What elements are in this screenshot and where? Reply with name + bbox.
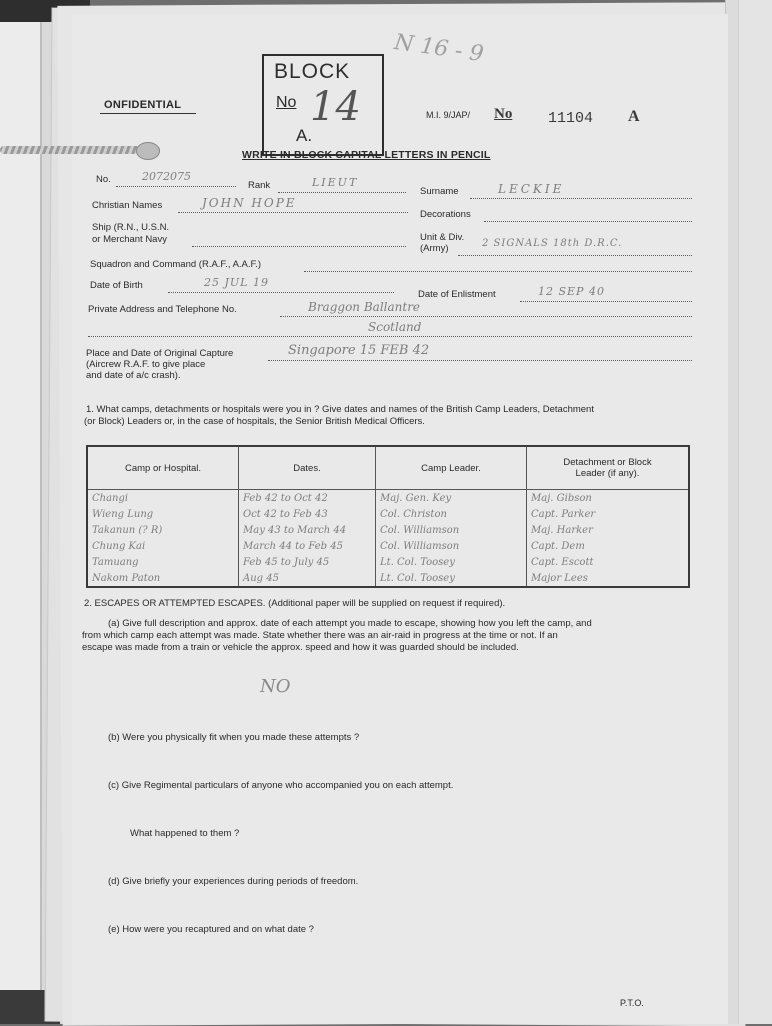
rank-label: Rank [248, 180, 271, 191]
address-value-2: Scotland [368, 320, 422, 334]
leader-cell: Lt. Col. Toosey [376, 570, 527, 587]
q2a-text-3: escape was made from a train or vehicle the approx. speed and how it was guarded should be included. [82, 642, 519, 653]
address-value-1: Braggon Ballantre [308, 300, 421, 314]
dates-cell: Aug 45 [239, 570, 376, 587]
detachment-cell: Major Lees [527, 570, 690, 587]
unit-label-2: (Army) [420, 243, 449, 254]
enlistment-line [520, 301, 692, 302]
detachment-cell: Capt. Dem [527, 538, 690, 554]
paper-stack-right-edge [738, 0, 772, 1024]
ship-label-1: Ship (R.N., U.S.N. [92, 222, 170, 233]
unit-line [458, 255, 692, 256]
serial-suffix: A [628, 108, 640, 125]
dob-value: 25 JUL 19 [204, 276, 269, 289]
table-row [87, 570, 689, 587]
leader-cell: Col. Williamson [376, 522, 527, 538]
dates-cell: Feb 42 to Oct 42 [239, 490, 376, 507]
enlistment-value: 12 SEP 40 [538, 285, 605, 298]
table-row [87, 538, 689, 554]
ship-label-2: or Merchant Navy [92, 234, 167, 245]
detachment-cell: Maj. Gibson [527, 490, 690, 507]
surname-line [470, 198, 692, 199]
capture-label-1: Place and Date of Original Capture [86, 348, 234, 359]
q2a-text-2: from which camp each attempt was made. State whether there was an air-raid in progress at the time or not. If an [82, 630, 558, 641]
liberation-questionnaire-form [72, 14, 728, 1024]
q2a-text-1: (a) Give full description and approx. date of each attempt you made to escape, showing how you left the camp, and [108, 618, 592, 629]
no-value: 2072075 [142, 170, 191, 183]
unit-label-1: Unit & Div. [420, 232, 465, 243]
corner-annotation: N 16 - 9 [392, 29, 485, 68]
christian-names-value: JOHN HOPE [202, 196, 297, 210]
surname-value: LECKIE [498, 182, 565, 196]
q2e-text: (e) How were you recaptured and on what date ? [108, 924, 314, 935]
block-stamp-letter: A. [296, 126, 313, 145]
capture-label-2: (Aircrew R.A.F. to give place [86, 359, 206, 370]
q1-text-2: (or Block) Leaders or, in the case of hospitals, the Senior British Medical Officers. [84, 416, 425, 427]
mi-reference: M.I. 9/JAP/ [426, 110, 471, 120]
table-row [87, 522, 689, 538]
detachment-cell: Maj. Harker [527, 522, 690, 538]
pto-label: P.T.O. [620, 998, 644, 1008]
unit-value: 2 SIGNALS 18th D.R.C. [482, 238, 623, 249]
camp-cell: Chung Kai [92, 540, 146, 552]
serial-no-label: No [494, 106, 513, 122]
camp-cell: Takanun (? R) [92, 524, 163, 536]
q2-heading: 2. ESCAPES OR ATTEMPTED ESCAPES. (Additional paper will be supplied on request if required). [84, 598, 506, 609]
capture-value: Singapore 15 FEB 42 [288, 343, 430, 358]
camps-table [86, 445, 690, 588]
dates-cell: Oct 42 to Feb 43 [239, 506, 376, 522]
surname-label: Surname [420, 186, 459, 197]
squadron-label: Squadron and Command (R.A.F., A.A.F.) [90, 259, 262, 270]
no-label: No. [96, 174, 111, 185]
form-instruction: WRITE IN BLOCK CAPITAL LETTERS IN PENCIL [242, 149, 491, 161]
confidential-label: ONFIDENTIAL [104, 99, 182, 111]
serial-number: 11104 [548, 110, 594, 127]
leader-cell: Lt. Col. Toosey [376, 554, 527, 570]
christian-names-line [178, 212, 408, 213]
christian-names-label: Christian Names [92, 200, 163, 211]
squadron-line [304, 271, 692, 272]
detachment-cell: Capt. Parker [527, 506, 690, 522]
capture-label-3: and date of a/c crash). [86, 370, 181, 381]
q1-text-1: 1. What camps, detachments or hospitals were you in ? Give dates and names of the British Camp Leaders, Detachment [86, 404, 594, 415]
q2d-text: (d) Give briefly your experiences during periods of freedom. [108, 876, 359, 887]
confidential-underline [100, 113, 196, 114]
column-header: Camp Leader. [376, 446, 527, 490]
q2b-text: (b) Were you physically fit when you made these attempts ? [108, 732, 360, 743]
rank-value: LIEUT [312, 176, 359, 189]
dates-cell: Feb 45 to July 45 [239, 554, 376, 570]
ship-line [192, 246, 406, 247]
camp-cell: Nakom Paton [92, 572, 161, 584]
q2c-followup-text: What happened to them ? [130, 828, 240, 839]
column-header: Dates. [239, 446, 376, 490]
address-line-1 [280, 316, 692, 317]
leader-cell: Maj. Gen. Key [376, 490, 527, 507]
camp-cell: Changi [92, 492, 129, 504]
table-row [87, 554, 689, 570]
dates-cell: May 43 to March 44 [239, 522, 376, 538]
dates-cell: March 44 to Feb 45 [239, 538, 376, 554]
dob-label: Date of Birth [90, 280, 143, 291]
capture-line [268, 360, 692, 361]
leader-cell: Col. Christon [376, 506, 527, 522]
q2c-text: (c) Give Regimental particulars of anyone who accompanied you on each attempt. [108, 780, 454, 791]
enlistment-label: Date of Enlistment [418, 289, 496, 300]
q2a-answer: NO [260, 676, 291, 697]
column-header: Camp or Hospital. [87, 446, 239, 490]
column-header: Detachment or Block Leader (if any). [527, 446, 690, 490]
binding-knot [136, 142, 160, 160]
decorations-label: Decorations [420, 209, 471, 220]
dob-line [168, 292, 394, 293]
no-line [116, 186, 236, 187]
decorations-line [484, 221, 692, 222]
address-label: Private Address and Telephone No. [88, 304, 237, 315]
leader-cell: Col. Williamson [376, 538, 527, 554]
camp-cell: Wieng Lung [92, 508, 154, 520]
table-row [87, 506, 689, 522]
table-row [87, 490, 689, 507]
detachment-cell: Capt. Escott [527, 554, 690, 570]
camps-table-header [87, 446, 689, 490]
block-stamp-no: No [276, 94, 297, 111]
block-stamp-title: BLOCK [274, 60, 351, 83]
camp-cell: Tamuang [92, 556, 139, 568]
rank-line [278, 192, 406, 193]
block-stamp [262, 54, 384, 156]
address-line-2 [88, 336, 692, 337]
block-stamp-number: 14 [310, 84, 361, 130]
